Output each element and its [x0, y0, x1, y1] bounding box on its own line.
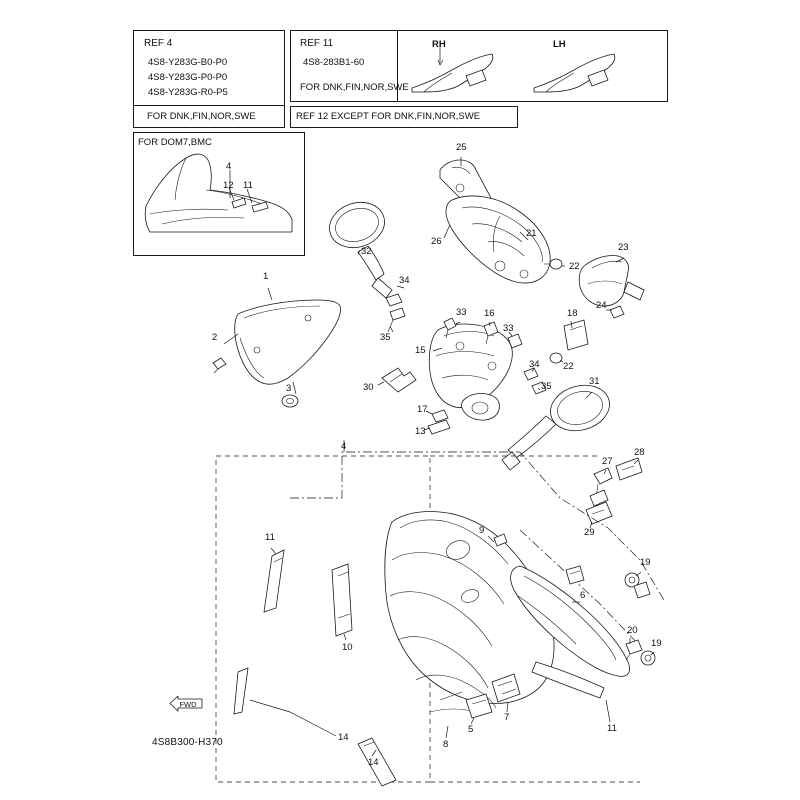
ref11-arrow [438, 60, 443, 65]
callout-14a: 14 [338, 732, 349, 743]
leader-1 [268, 288, 272, 300]
dom7-callout-12: 12 [223, 180, 234, 191]
callout-33a: 33 [456, 307, 467, 318]
dom7-title: FOR DOM7,BMC [138, 137, 212, 148]
callout-22a: 22 [569, 261, 580, 272]
callout-19a: 19 [640, 557, 651, 568]
ref11-label-rh: RH [432, 39, 446, 50]
callout-11-right: 11 [607, 723, 617, 734]
callout-25: 25 [456, 142, 467, 153]
part-mirror-32 [324, 195, 392, 298]
callout-10: 10 [342, 642, 353, 653]
callout-23: 23 [618, 242, 629, 253]
callout-11-left: 11 [265, 532, 275, 543]
callout-20: 20 [627, 625, 638, 636]
leader-33a [456, 322, 460, 324]
ref11-code-1: 4S8-283B1-60 [303, 57, 365, 68]
ref11-lh-part [534, 54, 615, 92]
callout-34b: 34 [529, 359, 540, 370]
callout-15: 15 [415, 345, 426, 356]
ref4-footer: FOR DNK,FIN,NOR,SWE [147, 111, 256, 122]
callout-34a: 34 [399, 275, 410, 286]
part-strip-14a [234, 668, 248, 714]
leader-11-right [606, 700, 610, 722]
part-bolt-20 [626, 640, 642, 660]
leader-7 [507, 702, 508, 712]
callout-18: 18 [567, 308, 578, 319]
ref4-title: REF 4 [144, 38, 173, 49]
ref11-title: REF 11 [300, 38, 334, 49]
callout-30: 30 [363, 382, 374, 393]
part-collar-34a [386, 294, 402, 306]
callout-14b: 14 [368, 757, 379, 768]
leader-11-left [271, 548, 276, 554]
leader-14a [250, 700, 336, 736]
callout-28: 28 [634, 447, 645, 458]
dom7-callout-4: 4 [226, 161, 232, 172]
part-bracket-30 [382, 368, 416, 392]
callout-7: 7 [504, 712, 510, 723]
callout-9: 9 [479, 525, 485, 536]
part-screw-2 [213, 358, 226, 373]
ref12-title: REF 12 EXCEPT FOR DNK,FIN,NOR,SWE [296, 111, 481, 122]
callout-3: 3 [286, 383, 292, 394]
callout-1: 1 [263, 271, 269, 282]
callout-21: 21 [526, 228, 537, 239]
diagram-code: 4S8B300-H370 [152, 737, 223, 748]
callout-35b: 35 [541, 381, 552, 392]
part-bracket-29 [586, 502, 612, 524]
dom7-cowling-thumb [145, 154, 292, 232]
callout-16: 16 [484, 308, 495, 319]
part-clip-6 [566, 566, 584, 584]
part-bolt-35a [388, 308, 405, 332]
ref11-label-lh: LH [553, 39, 566, 50]
part-bracket-28 [616, 458, 642, 480]
leader-19a [636, 572, 641, 576]
callout-33b: 33 [503, 323, 514, 334]
callout-24: 24 [596, 300, 607, 311]
leader-30 [378, 382, 384, 385]
callout-22b: 22 [563, 361, 574, 372]
callout-17: 17 [417, 404, 428, 415]
callout-2: 2 [212, 332, 218, 343]
ref11-rh-part [412, 54, 493, 92]
callout-19b: 19 [651, 638, 662, 649]
callout-6: 6 [580, 590, 586, 601]
callout-26: 26 [431, 236, 442, 247]
part-bracket-23 [579, 255, 644, 306]
callout-35a: 35 [380, 332, 391, 343]
callout-13: 13 [415, 426, 426, 437]
callout-5: 5 [468, 724, 474, 735]
part-bracket-27 [590, 468, 612, 506]
ref11-footer: FOR DNK,FIN,NOR,SWE [300, 82, 409, 93]
part-plate-18 [564, 320, 588, 350]
part-nut-24 [610, 306, 624, 318]
leader-8 [446, 726, 448, 738]
dom7-callout-11: 11 [243, 180, 253, 191]
callout-8: 8 [443, 739, 449, 750]
callout-29: 29 [584, 527, 595, 538]
part-grommet-3 [282, 395, 298, 407]
part-bolt-22b [550, 353, 562, 363]
callout-4: 4 [341, 441, 347, 452]
leader-3 [293, 382, 296, 394]
leader-10 [344, 634, 346, 640]
part-inner-stay-15 [429, 324, 512, 420]
part-clip-13 [428, 420, 450, 434]
part-strip-10 [332, 564, 352, 636]
callout-27: 27 [602, 456, 613, 467]
ref4-code-3: 4S8-Y283G-R0-P5 [148, 87, 228, 98]
svg-text:FWD: FWD [179, 700, 197, 709]
callout-31: 31 [589, 376, 600, 387]
ref4-code-2: 4S8-Y283G-P0-P0 [148, 72, 228, 83]
leader-34a [397, 286, 404, 288]
callout-32: 32 [361, 246, 372, 257]
part-headlight-body-21 [446, 196, 550, 283]
part-strip-11-left [264, 550, 284, 612]
part-windscreen [235, 300, 341, 384]
ref4-code-1: 4S8-Y283G-B0-P0 [148, 57, 228, 68]
